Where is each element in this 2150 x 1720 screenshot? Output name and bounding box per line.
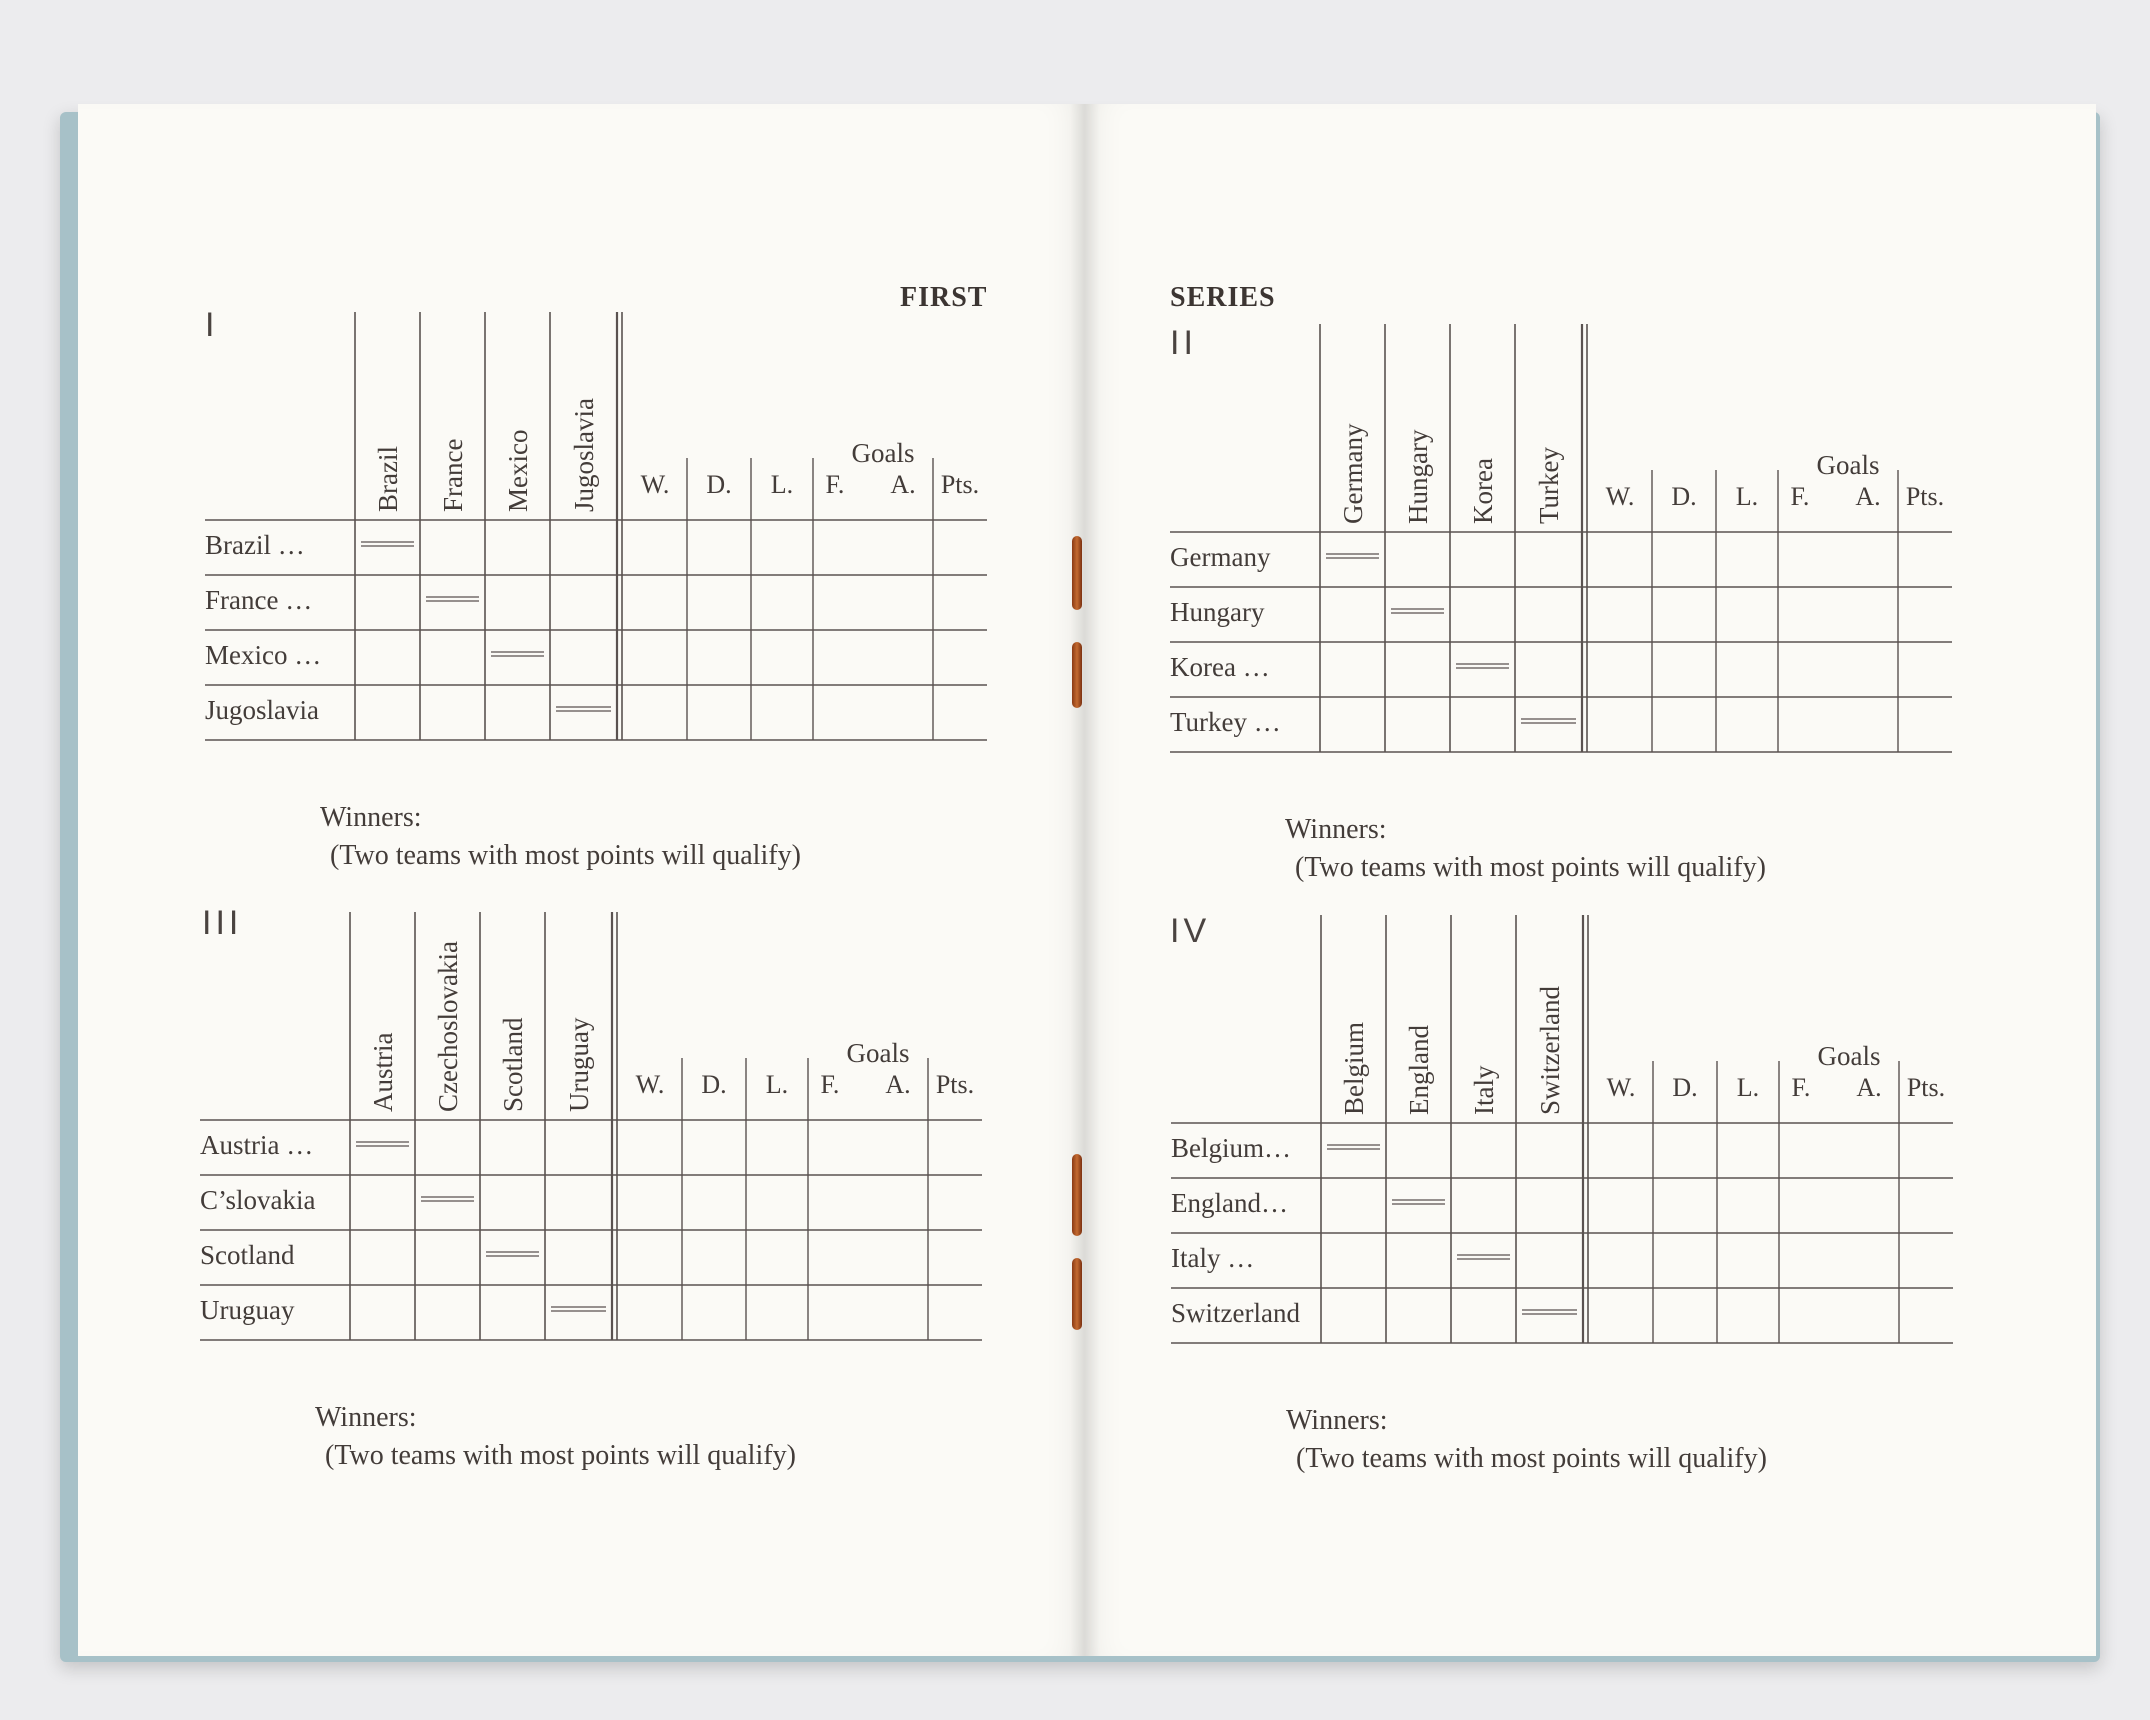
stat-header-l: L. xyxy=(765,1070,789,1099)
team-column-header: Scotland xyxy=(497,1017,528,1112)
stat-header-goals: Goals xyxy=(1816,450,1880,480)
team-column-header: Korea xyxy=(1467,458,1498,524)
winners-label: Winners: xyxy=(320,802,422,833)
team-column-header: Switzerland xyxy=(1534,986,1565,1115)
team-column-header: Mexico xyxy=(502,429,533,512)
team-column-header: Turkey xyxy=(1533,446,1564,524)
group-1-table xyxy=(205,312,1105,871)
row-label: England… xyxy=(1171,1188,1288,1218)
stat-header-a: A. xyxy=(885,1070,911,1099)
stat-header-pts: Pts. xyxy=(935,1070,975,1099)
row-label: Uruguay xyxy=(200,1295,295,1325)
group-2-table xyxy=(1170,324,2070,883)
team-column-header: Italy xyxy=(1468,1065,1499,1115)
stat-header-goals: Goals xyxy=(851,438,915,468)
stat-header-d: D. xyxy=(1672,1073,1698,1102)
stat-header-w: W. xyxy=(1606,1073,1636,1102)
row-label: Belgium… xyxy=(1171,1133,1291,1163)
team-column-header: Uruguay xyxy=(563,1017,594,1112)
qualify-note: (Two teams with most points will qualify) xyxy=(325,1440,796,1471)
group-3-numeral: III xyxy=(202,904,243,942)
team-column-header: Czechoslovakia xyxy=(432,941,463,1112)
stat-header-a: A. xyxy=(1855,482,1881,511)
row-label: Jugoslavia xyxy=(205,695,319,725)
stat-header-goals: Goals xyxy=(846,1038,910,1068)
stat-header-pts: Pts. xyxy=(940,470,980,499)
stat-header-a: A. xyxy=(1856,1073,1882,1102)
group-1-grid xyxy=(205,312,1105,832)
row-label: Hungary xyxy=(1170,597,1265,627)
stat-header-f: F. xyxy=(1790,482,1810,511)
stat-header-d: D. xyxy=(701,1070,727,1099)
group-1-numeral: I xyxy=(205,306,219,344)
group-4-numeral: IV xyxy=(1170,912,1211,950)
stat-header-f: F. xyxy=(1791,1073,1811,1102)
stat-header-a: A. xyxy=(890,470,916,499)
row-label: Germany xyxy=(1170,542,1271,572)
team-column-header: Jugoslavia xyxy=(568,398,599,512)
team-column-header: France xyxy=(437,438,468,512)
row-label: C’slovakia xyxy=(200,1185,316,1215)
row-label: France … xyxy=(205,585,313,615)
stat-header-d: D. xyxy=(1671,482,1697,511)
winners-label: Winners: xyxy=(315,1402,417,1433)
stat-header-l: L. xyxy=(1735,482,1759,511)
heading-series: SERIES xyxy=(1170,282,1276,313)
stat-header-w: W. xyxy=(635,1070,665,1099)
group-4-grid xyxy=(1171,915,2071,1435)
group-3-grid xyxy=(200,912,1100,1432)
qualify-note: (Two teams with most points will qualify) xyxy=(1295,852,1766,883)
winners-label: Winners: xyxy=(1286,1405,1388,1436)
stat-header-d: D. xyxy=(706,470,732,499)
stat-header-f: F. xyxy=(820,1070,840,1099)
stat-header-pts: Pts. xyxy=(1905,482,1945,511)
team-column-header: Germany xyxy=(1337,423,1368,524)
row-label: Korea … xyxy=(1170,652,1270,682)
stat-header-f: F. xyxy=(825,470,845,499)
stat-header-l: L. xyxy=(1736,1073,1760,1102)
row-label: Switzerland xyxy=(1171,1298,1300,1328)
winners-label: Winners: xyxy=(1285,814,1387,845)
team-column-header: Austria xyxy=(367,1032,398,1112)
row-label: Mexico … xyxy=(205,640,322,670)
row-label: Brazil … xyxy=(205,530,305,560)
team-column-header: Belgium xyxy=(1338,1022,1369,1115)
stat-header-goals: Goals xyxy=(1817,1041,1881,1071)
row-label: Turkey … xyxy=(1170,707,1281,737)
team-column-header: Brazil xyxy=(372,446,403,512)
stat-header-pts: Pts. xyxy=(1906,1073,1946,1102)
stat-header-w: W. xyxy=(640,470,670,499)
team-column-header: England xyxy=(1403,1025,1434,1115)
group-3-table xyxy=(200,912,1100,1471)
row-label: Scotland xyxy=(200,1240,295,1270)
team-column-header: Hungary xyxy=(1402,429,1433,524)
group-4-table xyxy=(1171,915,2071,1474)
heading-first: FIRST xyxy=(900,282,988,313)
row-label: Italy … xyxy=(1171,1243,1255,1273)
group-2-numeral: II xyxy=(1170,324,1197,362)
qualify-note: (Two teams with most points will qualify) xyxy=(330,840,801,871)
stat-header-w: W. xyxy=(1605,482,1635,511)
row-label: Austria … xyxy=(200,1130,314,1160)
qualify-note: (Two teams with most points will qualify) xyxy=(1296,1443,1767,1474)
group-2-grid xyxy=(1170,324,2070,844)
stat-header-l: L. xyxy=(770,470,794,499)
